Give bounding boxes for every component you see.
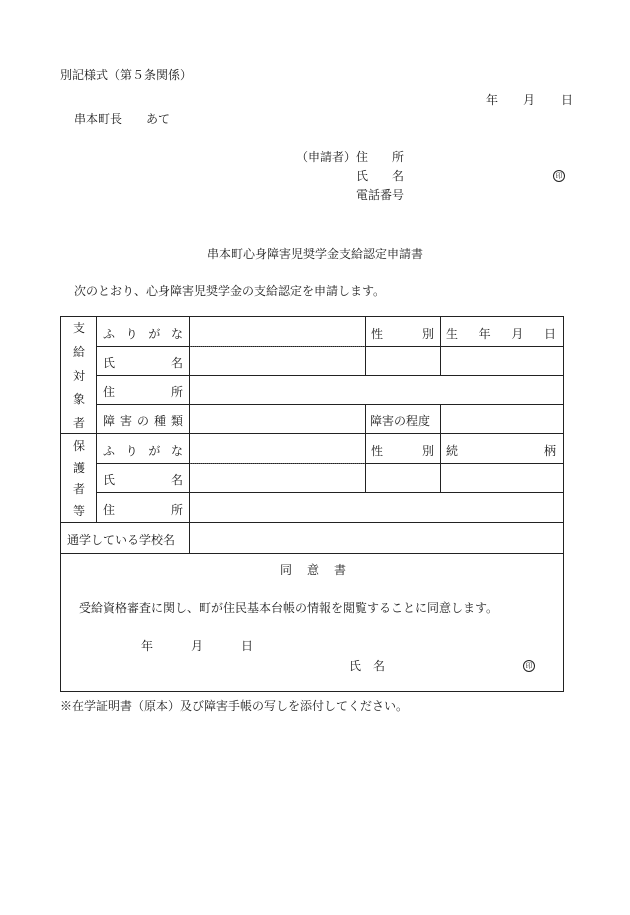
consent-text: 受給資格審査に関し、町が住民基本台帳の情報を閲覧することに同意します。 (79, 601, 499, 615)
school-name-field[interactable] (190, 523, 563, 552)
recipient-gender-label: 性 別 (371, 327, 434, 341)
addressee: 串本町長 あて (74, 112, 171, 126)
col-line (96, 317, 97, 522)
applicant-prefix: （申請者） (296, 150, 357, 164)
intro-text: 次のとおり、心身障害児奨学金の支給認定を申請します。 (74, 284, 386, 298)
recipient-name-field[interactable] (190, 347, 364, 374)
consent-date-month: 月 (191, 639, 204, 653)
form-reference: 別記様式（第５条関係） (60, 68, 193, 82)
document-title: 串本町心身障害児奨学金支給認定申請書 (206, 247, 423, 261)
section-recipient-label: 支 給 対 象 者 (72, 321, 85, 430)
recipient-furigana-label: ふ り が な (103, 327, 183, 341)
recipient-address-field[interactable] (190, 376, 563, 403)
recipient-name-label: 氏 名 (103, 356, 183, 370)
applicant-name-label: 氏 名 (356, 169, 405, 183)
col-line (365, 404, 366, 433)
disability-degree-field[interactable] (441, 405, 563, 432)
date-month: 月 (523, 93, 536, 107)
applicant-seal-icon: 印 (553, 168, 565, 182)
disability-degree-label: 障害の程度 (370, 414, 431, 428)
recipient-address-label: 住 所 (103, 385, 183, 399)
guardian-furigana-field[interactable] (190, 434, 364, 462)
row-line (61, 553, 564, 554)
guardian-relation-label: 続 柄 (446, 444, 556, 458)
guardian-name-label: 氏 名 (103, 473, 183, 487)
school-name-label: 通学している学校名 (67, 533, 176, 547)
application-table (60, 316, 564, 692)
guardian-name-field[interactable] (190, 464, 364, 491)
applicant-phone-label: 電話番号 (356, 188, 405, 202)
guardian-gender-field[interactable] (366, 464, 439, 491)
recipient-gender-field[interactable] (366, 318, 439, 374)
consent-name-field[interactable] (391, 653, 519, 673)
recipient-birthdate-label: 生 年 月 日 (446, 327, 556, 341)
consent-seal-icon: 印 (523, 658, 535, 672)
consent-date-year: 年 (141, 639, 154, 653)
applicant-address-label: 住 所 (356, 150, 405, 164)
guardian-relation-field[interactable] (441, 464, 563, 491)
guardian-address-field[interactable] (190, 493, 563, 521)
consent-name-label: 氏 名 (349, 659, 386, 673)
section-guardian-label: 保 護 者 等 (72, 439, 85, 518)
guardian-gender-label: 性 別 (371, 444, 434, 458)
guardian-furigana-label: ふ り が な (103, 444, 183, 458)
disability-type-field[interactable] (190, 405, 364, 432)
guardian-address-label: 住 所 (103, 503, 183, 517)
consent-date-day: 日 (241, 639, 254, 653)
recipient-furigana-field[interactable] (190, 318, 364, 345)
consent-title: 同 意 書 (280, 563, 346, 577)
footnote: ※在学証明書（原本）及び障害手帳の写しを添付してください。 (60, 699, 409, 713)
recipient-birthdate-field[interactable] (441, 347, 563, 374)
date-year: 年 (486, 93, 499, 107)
disability-type-label: 障 害 の 種 類 (103, 414, 183, 428)
date-day: 日 (561, 93, 574, 107)
